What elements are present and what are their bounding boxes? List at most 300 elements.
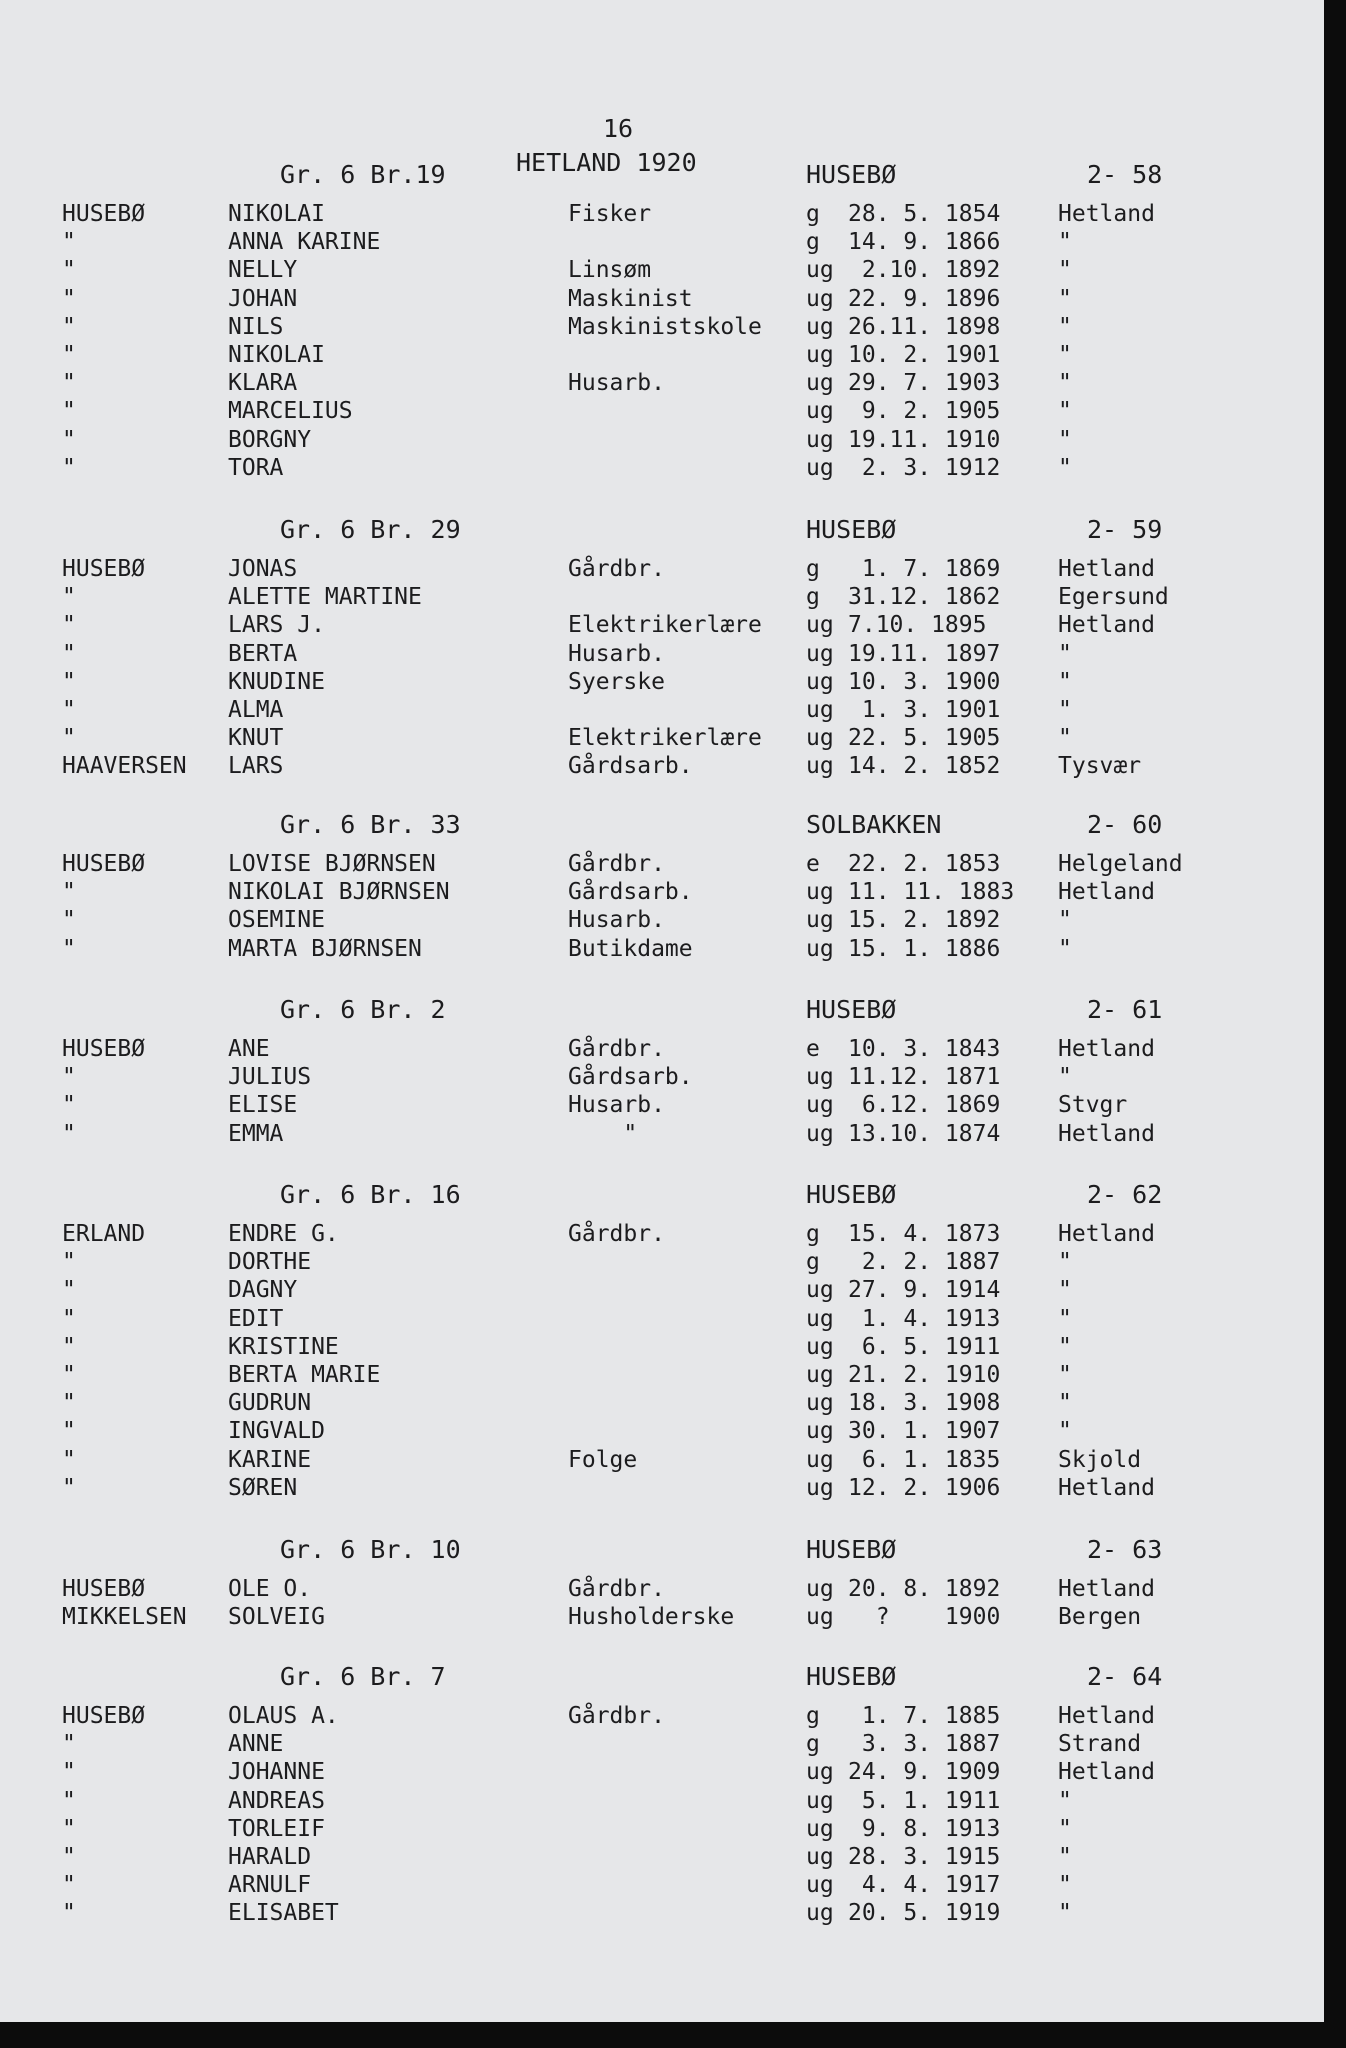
- person-surname: ": [62, 1120, 76, 1147]
- person-birthplace: ": [1058, 1872, 1072, 1899]
- person-given: JULIUS: [228, 1064, 312, 1091]
- person-birth: 18. 3. 1908: [848, 1390, 1001, 1417]
- person-birth: 10. 3. 1843: [848, 1036, 1001, 1062]
- person-status: ug: [806, 426, 834, 453]
- person-status: e: [806, 1036, 820, 1062]
- person-surname: ": [62, 1446, 76, 1473]
- person-birthplace: Tysvær: [1058, 753, 1142, 780]
- person-row: [0, 200, 1324, 228]
- person-birth: 7.10. 1895: [848, 612, 987, 639]
- person-given: INGVALD: [228, 1418, 325, 1445]
- person-given: NIKOLAI: [228, 201, 325, 227]
- person-surname: ": [62, 370, 76, 397]
- person-surname: HUSEBØ: [62, 1576, 146, 1602]
- person-row: [0, 1899, 1324, 1927]
- person-birth: 10. 3. 1900: [848, 668, 1001, 695]
- person-birth: 4. 4. 1917: [848, 1872, 1001, 1899]
- person-surname: ": [62, 1333, 76, 1360]
- person-surname: ": [62, 640, 76, 667]
- person-given: OSEMINE: [228, 907, 325, 934]
- person-birth: 1. 4. 1913: [848, 1305, 1001, 1332]
- person-birthplace: Skjold: [1058, 1446, 1142, 1473]
- person-given: JOHANNE: [228, 1759, 325, 1786]
- person-row: [0, 1305, 1324, 1333]
- person-status: ug: [806, 454, 834, 481]
- person-status: ug: [806, 1815, 834, 1842]
- household-header: [0, 160, 1324, 200]
- person-given: ARNULF: [228, 1872, 312, 1899]
- person-surname: ": [62, 398, 76, 425]
- person-row: [0, 1389, 1324, 1417]
- household-group-ref: Gr. 6 Br.19: [280, 160, 446, 189]
- person-surname: ": [62, 879, 76, 906]
- household-number: 2- 61: [1087, 995, 1163, 1024]
- person-surname: ": [62, 612, 76, 639]
- household-block: [0, 1535, 1324, 1631]
- person-birth: 22. 5. 1905: [848, 725, 1001, 752]
- person-status: g: [806, 584, 820, 611]
- person-row: [0, 878, 1324, 906]
- household-header: [0, 1180, 1324, 1220]
- person-row: [0, 752, 1324, 780]
- person-birthplace: ": [1058, 370, 1072, 397]
- person-given: ANDREAS: [228, 1787, 325, 1814]
- person-occupation: Elektrikerlære: [568, 725, 762, 752]
- person-status: ug: [806, 341, 834, 368]
- person-birthplace: ": [1058, 257, 1072, 284]
- person-birthplace: ": [1058, 1843, 1072, 1870]
- person-status: ug: [806, 1474, 834, 1501]
- person-birth: 12. 2. 1906: [848, 1474, 1001, 1501]
- household-block: [0, 995, 1324, 1148]
- person-surname: ": [62, 426, 76, 453]
- person-given: DAGNY: [228, 1277, 298, 1304]
- person-occupation: Gårdbr.: [568, 1576, 665, 1602]
- person-status: ug: [806, 640, 834, 667]
- person-birth: 30. 1. 1907: [848, 1418, 1001, 1445]
- person-birth: 11. 11. 1883: [848, 879, 1015, 906]
- person-birthplace: ": [1058, 907, 1072, 934]
- person-occupation: Fisker: [568, 201, 652, 227]
- person-occupation: Maskinist: [568, 285, 693, 312]
- person-row: [0, 1035, 1324, 1063]
- person-given: LARS: [228, 753, 284, 780]
- person-status: ug: [806, 1120, 834, 1147]
- person-birthplace: ": [1058, 1787, 1072, 1814]
- person-birth: 28. 5. 1854: [848, 201, 1001, 227]
- person-birthplace: Helgeland: [1058, 851, 1183, 877]
- household-number: 2- 64: [1087, 1662, 1163, 1691]
- person-given: NILS: [228, 313, 284, 340]
- person-surname: ": [62, 696, 76, 723]
- person-given: KRISTINE: [228, 1333, 339, 1360]
- person-birth: 28. 3. 1915: [848, 1843, 1001, 1870]
- person-row: [0, 369, 1324, 397]
- person-status: ug: [806, 696, 834, 723]
- person-row: [0, 1871, 1324, 1899]
- person-surname: ": [62, 313, 76, 340]
- person-surname: ": [62, 1787, 76, 1814]
- person-row: [0, 1446, 1324, 1474]
- person-status: ug: [806, 1843, 834, 1870]
- person-row: [0, 668, 1324, 696]
- person-birthplace: ": [1058, 1815, 1072, 1842]
- person-status: ug: [806, 907, 834, 934]
- person-surname: ": [62, 1092, 76, 1119]
- person-birth: 1. 7. 1869: [848, 556, 1001, 582]
- person-row: [0, 1333, 1324, 1361]
- person-occupation: Linsøm: [568, 257, 652, 284]
- person-status: ug: [806, 753, 834, 780]
- person-status: ug: [806, 1787, 834, 1814]
- person-surname: HUSEBØ: [62, 851, 146, 877]
- person-status: ug: [806, 1361, 834, 1388]
- person-birthplace: ": [1058, 1305, 1072, 1332]
- person-given: KARINE: [228, 1446, 312, 1473]
- person-status: ug: [806, 1418, 834, 1445]
- person-status: ug: [806, 668, 834, 695]
- person-birth: 15. 1. 1886: [848, 935, 1001, 962]
- person-surname: ": [62, 1390, 76, 1417]
- person-status: g: [806, 1731, 820, 1758]
- person-occupation: Elektrikerlære: [568, 612, 762, 639]
- household-place: HUSEBØ: [806, 995, 897, 1024]
- person-row: [0, 555, 1324, 583]
- person-row: [0, 1120, 1324, 1148]
- household-block: [0, 810, 1324, 963]
- person-given: ALETTE MARTINE: [228, 584, 422, 611]
- person-surname: HUSEBØ: [62, 1036, 146, 1062]
- person-surname: MIKKELSEN: [62, 1604, 187, 1631]
- person-surname: ": [62, 907, 76, 934]
- page-title: HETLAND 1920: [516, 148, 697, 177]
- person-status: ug: [806, 612, 834, 639]
- person-surname: ": [62, 229, 76, 256]
- person-given: HARALD: [228, 1843, 312, 1870]
- person-occupation: Husholderske: [568, 1604, 735, 1631]
- person-birthplace: Hetland: [1058, 1474, 1155, 1501]
- person-row: [0, 1220, 1324, 1248]
- person-birthplace: ": [1058, 935, 1072, 962]
- person-given: NIKOLAI BJØRNSEN: [228, 879, 450, 906]
- person-birthplace: Stvgr: [1058, 1092, 1128, 1119]
- person-occupation: Folge: [568, 1446, 638, 1473]
- person-row: [0, 1248, 1324, 1276]
- household-place: HUSEBØ: [806, 1535, 897, 1564]
- person-surname: ": [62, 935, 76, 962]
- person-status: g: [806, 1703, 820, 1729]
- person-birthplace: Hetland: [1058, 1221, 1155, 1247]
- person-birth: 26.11. 1898: [848, 313, 1001, 340]
- person-occupation: Gårdsarb.: [568, 1064, 693, 1091]
- person-status: ug: [806, 1064, 834, 1091]
- person-birthplace: Hetland: [1058, 1036, 1155, 1062]
- person-status: ug: [806, 1092, 834, 1119]
- person-birth: 14. 9. 1866: [848, 229, 1001, 256]
- person-birth: 10. 2. 1901: [848, 341, 1001, 368]
- person-birthplace: ": [1058, 1333, 1072, 1360]
- person-birth: 15. 2. 1892: [848, 907, 1001, 934]
- person-birth: 6. 1. 1835: [848, 1446, 1001, 1473]
- person-birthplace: ": [1058, 1390, 1072, 1417]
- person-birthplace: ": [1058, 1361, 1072, 1388]
- person-row: [0, 1063, 1324, 1091]
- person-row: [0, 397, 1324, 425]
- person-surname: ": [62, 285, 76, 312]
- person-row: [0, 583, 1324, 611]
- person-given: KNUDINE: [228, 668, 325, 695]
- person-birth: 1. 3. 1901: [848, 696, 1001, 723]
- person-row: [0, 285, 1324, 313]
- person-birthplace: ": [1058, 1900, 1072, 1927]
- person-birth: 2.10. 1892: [848, 257, 1001, 284]
- person-birthplace: Strand: [1058, 1731, 1142, 1758]
- person-birthplace: Egersund: [1058, 584, 1169, 611]
- household-place: SOLBAKKEN: [806, 810, 942, 839]
- person-surname: ": [62, 454, 76, 481]
- household-block: [0, 515, 1324, 781]
- person-birth: 5. 1. 1911: [848, 1787, 1001, 1814]
- household-group-ref: Gr. 6 Br. 2: [280, 995, 446, 1024]
- person-birthplace: Hetland: [1058, 1703, 1155, 1729]
- household-place: HUSEBØ: [806, 160, 897, 189]
- person-given: KLARA: [228, 370, 298, 397]
- person-given: GUDRUN: [228, 1390, 312, 1417]
- person-birth: 2. 3. 1912: [848, 454, 1001, 481]
- household-number: 2- 58: [1087, 160, 1163, 189]
- person-surname: ": [62, 1900, 76, 1927]
- person-birthplace: Hetland: [1058, 201, 1155, 227]
- person-given: EDIT: [228, 1305, 284, 1332]
- person-row: [0, 1091, 1324, 1119]
- person-birth: 20. 8. 1892: [848, 1576, 1001, 1602]
- household-number: 2- 59: [1087, 515, 1163, 544]
- person-birthplace: ": [1058, 313, 1072, 340]
- person-birth: 24. 9. 1909: [848, 1759, 1001, 1786]
- person-given: JONAS: [228, 556, 298, 582]
- person-given: ALMA: [228, 696, 284, 723]
- person-row: [0, 1758, 1324, 1786]
- person-given: MARTA BJØRNSEN: [228, 935, 422, 962]
- person-given: ELISABET: [228, 1900, 339, 1927]
- person-surname: ": [62, 1418, 76, 1445]
- person-row: [0, 611, 1324, 639]
- person-given: ANNA KARINE: [228, 229, 381, 256]
- person-status: ug: [806, 370, 834, 397]
- person-status: ug: [806, 1900, 834, 1927]
- person-given: SOLVEIG: [228, 1604, 325, 1631]
- person-birthplace: ": [1058, 454, 1072, 481]
- household-place: HUSEBØ: [806, 515, 897, 544]
- person-status: ug: [806, 257, 834, 284]
- person-given: TORA: [228, 454, 284, 481]
- person-given: ANNE: [228, 1731, 284, 1758]
- household-group-ref: Gr. 6 Br. 7: [280, 1662, 446, 1691]
- person-birth: 19.11. 1897: [848, 640, 1001, 667]
- person-status: ug: [806, 1604, 834, 1631]
- person-birthplace: Hetland: [1058, 1576, 1155, 1602]
- person-birth: 31.12. 1862: [848, 584, 1001, 611]
- person-row: [0, 1603, 1324, 1631]
- person-birthplace: ": [1058, 285, 1072, 312]
- person-given: OLAUS A.: [228, 1703, 339, 1729]
- person-birth: 22. 9. 1896: [848, 285, 1001, 312]
- person-given: NIKOLAI: [228, 341, 325, 368]
- person-status: ug: [806, 1759, 834, 1786]
- person-surname: ": [62, 584, 76, 611]
- person-row: [0, 341, 1324, 369]
- person-birth: 6.12. 1869: [848, 1092, 1001, 1119]
- person-given: BERTA: [228, 640, 298, 667]
- household-header: [0, 1662, 1324, 1702]
- person-status: ug: [806, 1333, 834, 1360]
- person-birthplace: ": [1058, 725, 1072, 752]
- person-given: ENDRE G.: [228, 1221, 339, 1247]
- person-birth: 29. 7. 1903: [848, 370, 1001, 397]
- page-number: 16: [603, 114, 634, 143]
- person-row: [0, 256, 1324, 284]
- person-birth: 14. 2. 1852: [848, 753, 1001, 780]
- person-surname: ": [62, 668, 76, 695]
- person-row: [0, 1575, 1324, 1603]
- person-birth: 27. 9. 1914: [848, 1277, 1001, 1304]
- person-row: [0, 906, 1324, 934]
- person-surname: ": [62, 1249, 76, 1276]
- household-header: [0, 1535, 1324, 1575]
- person-status: ug: [806, 1390, 834, 1417]
- person-surname: ": [62, 1474, 76, 1501]
- person-surname: HUSEBØ: [62, 1703, 146, 1729]
- person-row: [0, 228, 1324, 256]
- person-birthplace: ": [1058, 341, 1072, 368]
- person-surname: ": [62, 1815, 76, 1842]
- person-given: LOVISE BJØRNSEN: [228, 851, 436, 877]
- person-status: g: [806, 201, 820, 227]
- person-surname: ": [62, 1305, 76, 1332]
- person-birthplace: ": [1058, 1064, 1072, 1091]
- person-birth: 22. 2. 1853: [848, 851, 1001, 877]
- person-given: JOHAN: [228, 285, 298, 312]
- person-occupation: Gårdbr.: [568, 1221, 665, 1247]
- household-number: 2- 60: [1087, 810, 1163, 839]
- person-row: [0, 1361, 1324, 1389]
- person-birthplace: ": [1058, 1418, 1072, 1445]
- person-birth: 3. 3. 1887: [848, 1731, 1001, 1758]
- household-number: 2- 62: [1087, 1180, 1163, 1209]
- person-birth: ? 1900: [848, 1604, 1001, 1631]
- household-number: 2- 63: [1087, 1535, 1163, 1564]
- person-occupation: Husarb.: [568, 370, 665, 397]
- person-occupation: Gårdbr.: [568, 851, 665, 877]
- person-status: ug: [806, 285, 834, 312]
- person-status: g: [806, 1249, 820, 1276]
- household-header: [0, 515, 1324, 555]
- person-birthplace: Bergen: [1058, 1604, 1142, 1631]
- person-given: EMMA: [228, 1120, 284, 1147]
- person-surname: ": [62, 1277, 76, 1304]
- person-birth: 15. 4. 1873: [848, 1221, 1001, 1247]
- person-row: [0, 454, 1324, 482]
- person-given: LARS J.: [228, 612, 325, 639]
- person-birth: 2. 2. 1887: [848, 1249, 1001, 1276]
- person-status: ug: [806, 1576, 834, 1602]
- person-birthplace: ": [1058, 640, 1072, 667]
- person-given: SØREN: [228, 1474, 298, 1501]
- person-surname: HUSEBØ: [62, 201, 146, 227]
- person-given: ELISE: [228, 1092, 298, 1119]
- person-birth: 9. 8. 1913: [848, 1815, 1001, 1842]
- household-block: [0, 1662, 1324, 1928]
- person-row: [0, 1730, 1324, 1758]
- person-given: BORGNY: [228, 426, 312, 453]
- person-status: ug: [806, 935, 834, 962]
- person-status: ug: [806, 1277, 834, 1304]
- household-place: HUSEBØ: [806, 1180, 897, 1209]
- household-block: [0, 1180, 1324, 1502]
- person-given: NELLY: [228, 257, 298, 284]
- person-occupation: Gårdbr.: [568, 1036, 665, 1062]
- person-birthplace: Hetland: [1058, 556, 1155, 582]
- person-row: [0, 724, 1324, 752]
- person-occupation: Gårdsarb.: [568, 879, 693, 906]
- person-birthplace: ": [1058, 668, 1072, 695]
- person-status: ug: [806, 1872, 834, 1899]
- person-row: [0, 1474, 1324, 1502]
- person-surname: ": [62, 1872, 76, 1899]
- person-row: [0, 1702, 1324, 1730]
- person-given: KNUT: [228, 725, 284, 752]
- person-occupation: Husarb.: [568, 640, 665, 667]
- person-birth: 21. 2. 1910: [848, 1361, 1001, 1388]
- person-given: BERTA MARIE: [228, 1361, 381, 1388]
- person-birthplace: ": [1058, 229, 1072, 256]
- person-birth: 6. 5. 1911: [848, 1333, 1001, 1360]
- person-surname: ": [62, 1759, 76, 1786]
- person-birth: 20. 5. 1919: [848, 1900, 1001, 1927]
- person-occupation: Syerske: [568, 668, 665, 695]
- person-birthplace: Hetland: [1058, 1120, 1155, 1147]
- person-status: e: [806, 851, 820, 877]
- household-group-ref: Gr. 6 Br. 33: [280, 810, 461, 839]
- person-birth: 1. 7. 1885: [848, 1703, 1001, 1729]
- household-group-ref: Gr. 6 Br. 29: [280, 515, 461, 544]
- person-occupation: Husarb.: [568, 1092, 665, 1119]
- person-occupation: ": [568, 1120, 638, 1147]
- person-row: [0, 1276, 1324, 1304]
- person-status: ug: [806, 1446, 834, 1473]
- person-row: [0, 696, 1324, 724]
- person-surname: ": [62, 1731, 76, 1758]
- person-birth: 9. 2. 1905: [848, 398, 1001, 425]
- person-birthplace: ": [1058, 1277, 1072, 1304]
- person-birthplace: ": [1058, 1249, 1072, 1276]
- household-header: [0, 995, 1324, 1035]
- person-birthplace: ": [1058, 398, 1072, 425]
- person-birthplace: Hetland: [1058, 612, 1155, 639]
- person-occupation: Gårdbr.: [568, 556, 665, 582]
- person-row: [0, 1417, 1324, 1445]
- household-header: [0, 810, 1324, 850]
- person-row: [0, 1815, 1324, 1843]
- person-birth: 19.11. 1910: [848, 426, 1001, 453]
- person-surname: ": [62, 1843, 76, 1870]
- person-occupation: Husarb.: [568, 907, 665, 934]
- person-status: ug: [806, 313, 834, 340]
- person-surname: ": [62, 725, 76, 752]
- person-status: g: [806, 556, 820, 582]
- person-birthplace: Hetland: [1058, 879, 1155, 906]
- person-given: MARCELIUS: [228, 398, 353, 425]
